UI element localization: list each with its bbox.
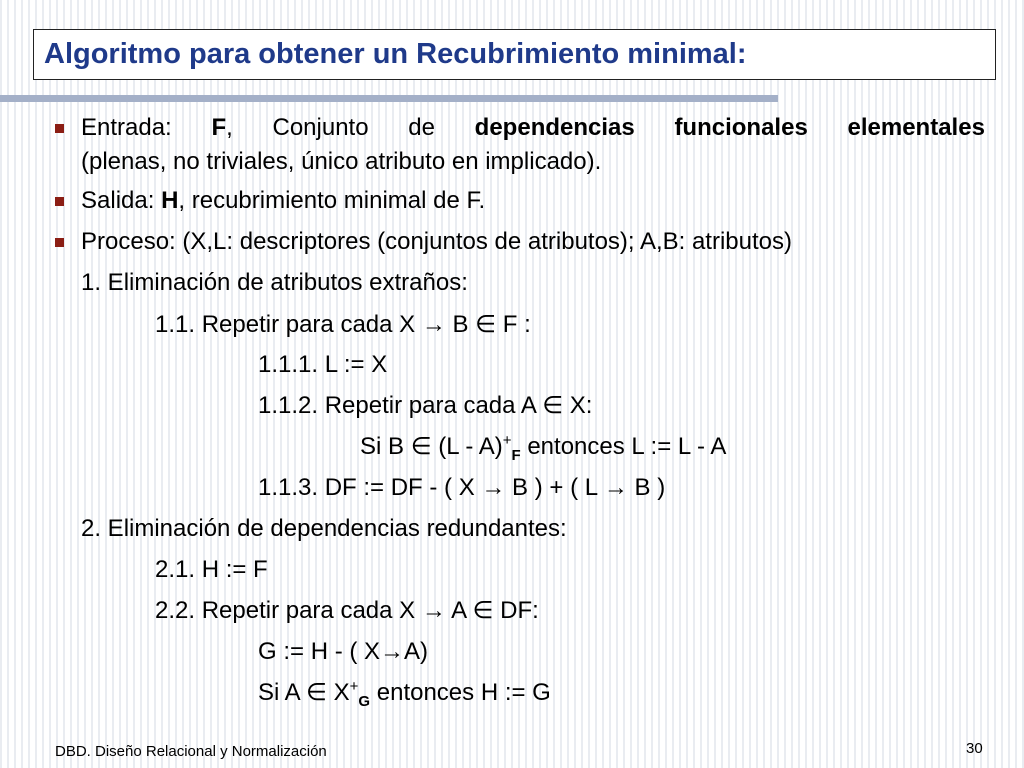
arrow-icon: → — [421, 597, 446, 624]
square-bullet-icon — [55, 197, 64, 206]
step-2-2: 2.2. Repetir para cada X → A ∈ DF: — [155, 597, 539, 624]
element-of-icon: ∈ — [475, 311, 497, 338]
element-of-icon: ∈ — [472, 597, 494, 624]
page-number: 30 — [966, 740, 983, 757]
title-divider — [0, 95, 778, 102]
arrow-icon: → — [603, 474, 628, 501]
element-of-icon: ∈ — [410, 433, 432, 460]
step-2-1: 2.1. H := F — [155, 556, 268, 583]
element-of-icon: ∈ — [306, 679, 327, 706]
square-bullet-icon — [55, 238, 64, 247]
entrada-var: F, — [211, 114, 233, 141]
entrada-line2: (plenas, no triviales, único atributo en implicado). — [81, 148, 602, 175]
arrow-icon: → — [421, 311, 446, 338]
entrada-word: Conjunto — [272, 114, 369, 141]
arrow-icon: → — [481, 474, 506, 501]
entrada-keyword: elementales — [847, 114, 985, 141]
step-si-condition: Si B ∈ $(L - A)^+_F$ entonces L := L - A — [360, 432, 727, 464]
arrow-icon: → — [380, 638, 405, 665]
step-1: 1. Eliminación de atributos extraños: — [81, 269, 468, 296]
entrada-keyword: dependencias — [474, 114, 635, 141]
step-g-assign: G := H - ( X→A) — [258, 638, 429, 665]
step-si-2-condition: Si A ∈ $X^+_G$ entonces H := G — [258, 678, 551, 710]
entrada-line — [81, 114, 985, 142]
slide-title: Algoritmo para obtener un Recubrimiento minimal: — [44, 38, 747, 70]
entrada-label: Entrada: — [81, 114, 172, 141]
step-1-1: 1.1. Repetir para cada X → B ∈ F : — [155, 311, 531, 338]
slide-footer: DBD. Diseño Relacional y Normalización — [55, 743, 327, 760]
step-1-1-3: 1.1.3. DF := DF - ( X → B ) + ( L → B ) — [258, 474, 666, 501]
slide-title-box — [33, 29, 996, 80]
proceso-line: Proceso: (X,L: descriptores (conjuntos de atributos); A,B: atributos) — [81, 228, 792, 255]
entrada-word: de — [408, 114, 435, 141]
step-1-1-1: 1.1.1. L := X — [258, 351, 388, 378]
element-of-icon: ∈ — [542, 392, 564, 419]
square-bullet-icon — [55, 124, 64, 133]
step-2: 2. Eliminación de dependencias redundantes: — [81, 515, 567, 542]
salida-line: Salida: H, recubrimiento minimal de F. — [81, 187, 486, 214]
entrada-keyword: funcionales — [674, 114, 808, 141]
step-1-1-2: 1.1.2. Repetir para cada A ∈ X: — [258, 392, 593, 419]
